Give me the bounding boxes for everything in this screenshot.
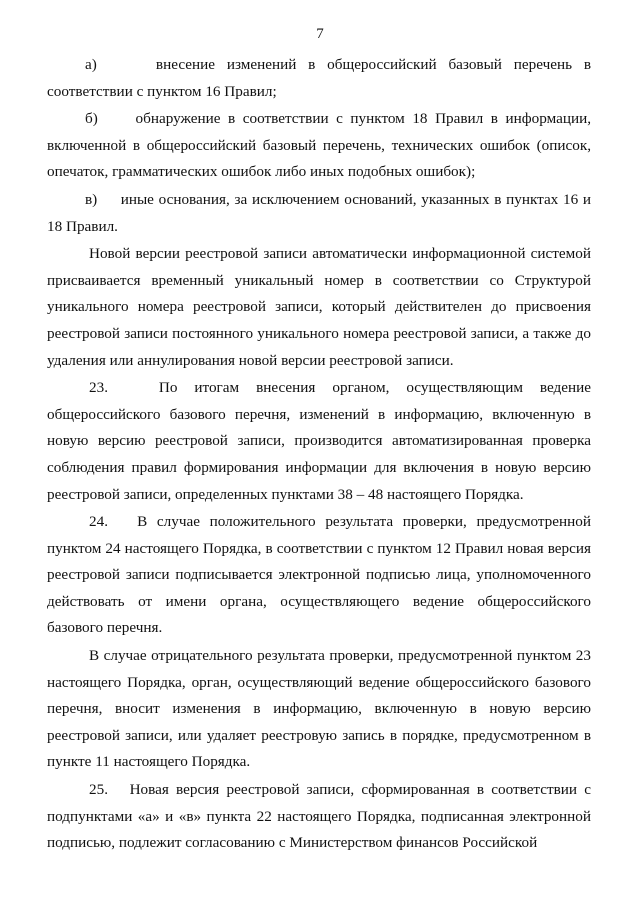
clause-24: 24. В случае положительного результата проверки, предусмотренной пунктом 24 настоящего Порядка, в соответствии с пунктом 12 Правил новая версия реестровой записи подписывается электронной подписью лица, уполномоченного действовать от имени органа, осуществляющего ведение общероссийского базового перечня.	[47, 513, 591, 637]
paragraph-negative-result: В случае отрицательного результата проверки, предусмотренной пунктом 23 настоящего Порядка, орган, осуществляющий ведение общероссийского базового перечня, вносит изменения в информацию, включенную в новую версию реестровой записи, или удаляет реестровую запись в порядке, предусмотренном в пункте 11 настоящего Порядка.	[47, 647, 591, 771]
page-number: 7	[316, 26, 324, 42]
paragraph-new-version-number: Новой версии реестровой записи автоматически информационной системой присваивается временный уникальный номер в соответствии со Структурой уникального номера реестровой записи, который действителен до присвоения реестровой записи постоянного уникального номера реестровой записи, а также до удаления или аннулирования новой версии реестровой записи.	[47, 245, 591, 369]
list-item-a: а) внесение изменений в общероссийский базовый перечень в соответствии с пунктом 16 Правил;	[47, 56, 591, 100]
clause-23: 23. По итогам внесения органом, осуществляющим ведение общероссийского базового перечня, изменений в информацию, включенную в новую версию реестровой записи, производится автоматизированная проверка соблюдения правил формирования информации для включения в новую версию реестровой записи, определенных пунктами 38 – 48 настоящего Порядка.	[47, 379, 591, 503]
document-body	[47, 52, 591, 857]
clause-25: 25. Новая версия реестровой записи, сформированная в соответствии с подпунктами «а» и «в» пункта 22 настоящего Порядка, подписанная электронной подписью, подлежит согласованию с Министерством финансов Российской	[47, 781, 591, 852]
list-item-b: б) обнаружение в соответствии с пунктом 18 Правил в информации, включенной в общероссийский базовый перечень, технических ошибок (описок, опечаток, грамматических ошибок либо иных подобных ошибок);	[47, 110, 591, 181]
list-item-v: в) иные основания, за исключением оснований, указанных в пунктах 16 и 18 Правил.	[47, 190, 591, 235]
